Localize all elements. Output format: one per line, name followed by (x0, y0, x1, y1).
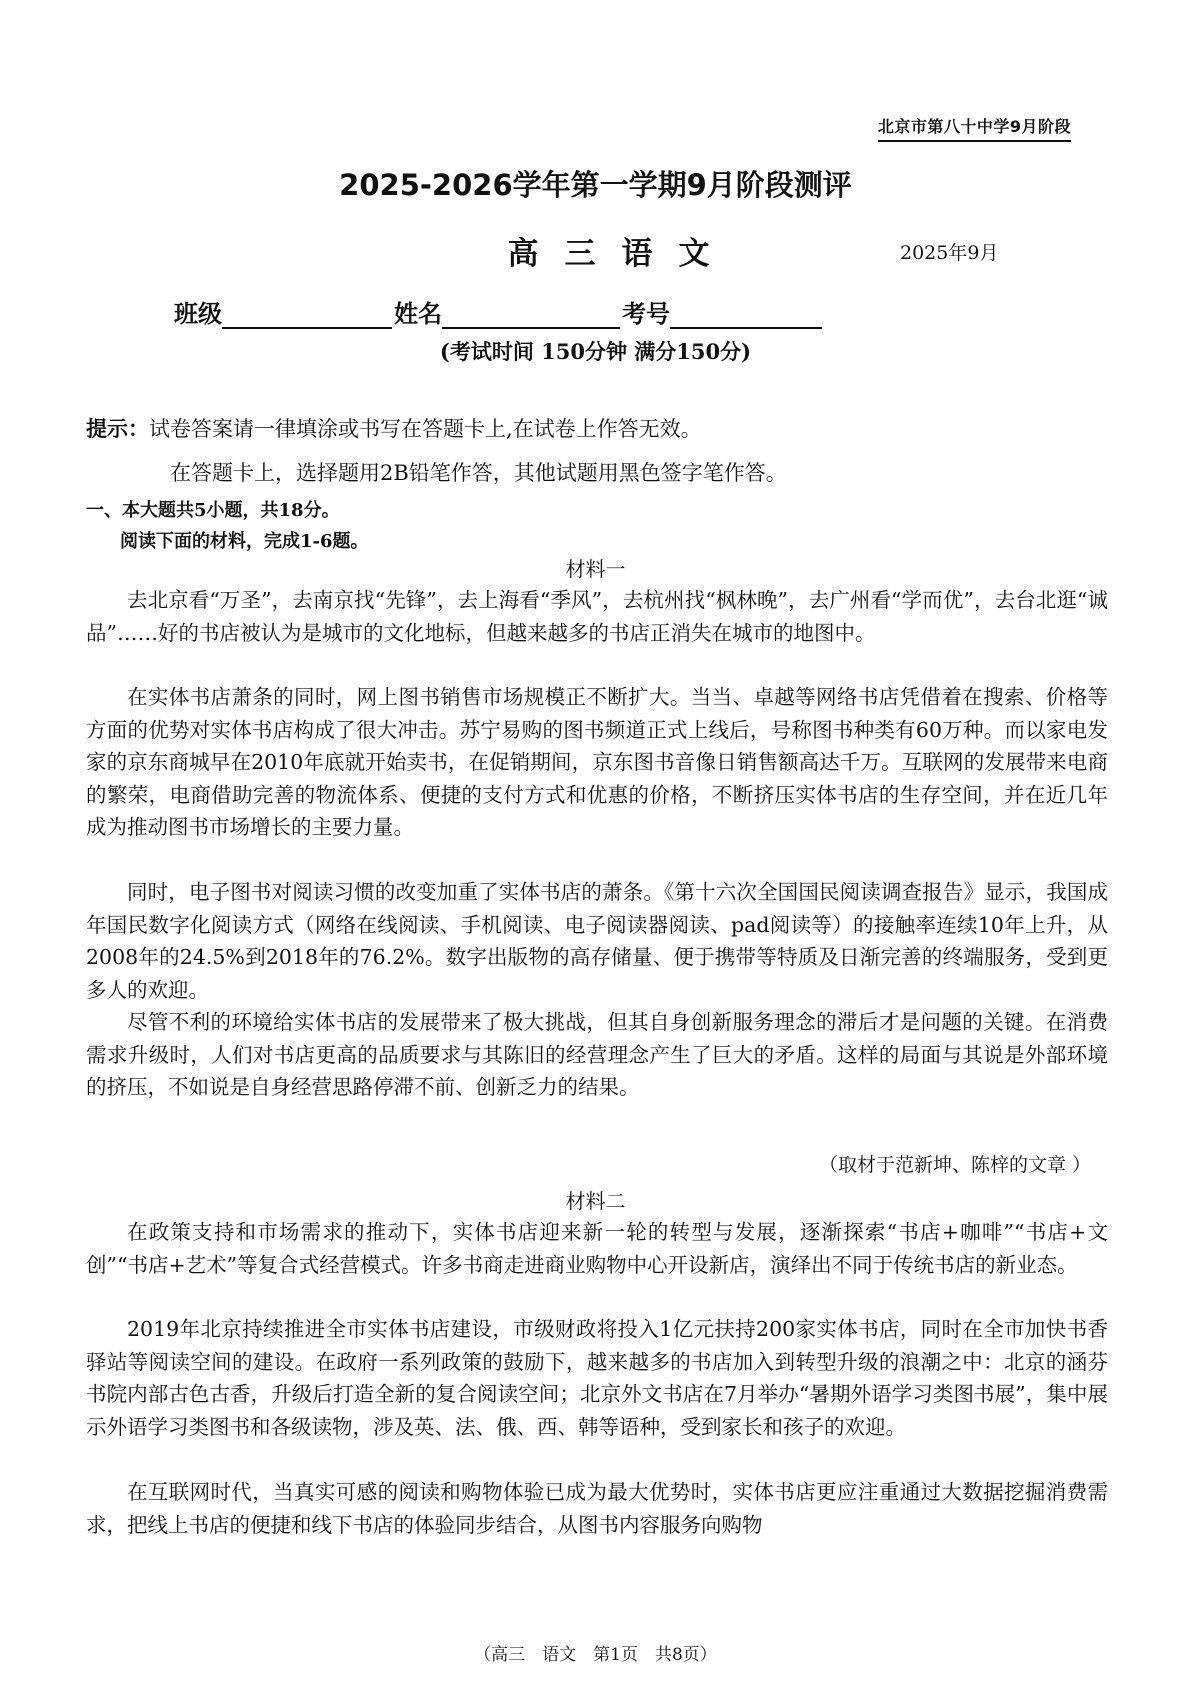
school-tag: 北京市第八十中学9月阶段 (878, 114, 1071, 142)
name-label: 姓名 (394, 300, 442, 328)
material-2-paragraph: 2019年北京持续推进全市实体书店建设，市级财政将投入1亿元扶持200家实体书店，同时在全市加快书香驿站等阅读空间的建设。在政府一系列政策的鼓励下，越来越多的书店加入到转型升级的浪潮之中：北京的涵芬书院内部古色古香，升级后打造全新的复合阅读空间；北京外文书店在7月举办“暑期外语学习类图书展”，集中展示外语学习类图书和各级读物，涉及英、法、俄、西、韩等语种，受到家长和孩子的欢迎。 (86, 1317, 1108, 1439)
name-blank[interactable] (442, 299, 620, 329)
notice-line-2: 在答题卡上，选择题用2B铅笔作答，其他试题用黑色签字笔作答。 (170, 461, 787, 485)
material-1-paragraph: 去北京看“万圣”，去南京找“先锋”，去上海看“季风”，去杭州找“枫林晚”，去广州看“学而优”，去台北逛“诚品”……好的书店被认为是城市的文化地标，但越来越多的书店正消失在城市的地图中。 (86, 588, 1108, 645)
material-2-title: 材料二 (565, 1189, 626, 1213)
name-field (394, 294, 622, 329)
notice-label: 提示： (86, 416, 149, 441)
student-info-fields (174, 294, 824, 329)
material-2-paragraph: 在互联网时代，当真实可感的阅读和购物体验已成为最大优势时，实体书店更应注重通过大数据挖掘消费需求，把线上书店的便捷和线下书店的体验同步结合，从图书内容服务向购物 (86, 1480, 1108, 1537)
id-field (622, 294, 824, 329)
subject-title: 高三语文 (507, 236, 736, 272)
notice-line-1 (86, 418, 702, 440)
material-2-paragraph: 在政策支持和市场需求的推动下，实体书店迎来新一轮的转型与发展，逐渐探索“书店+咖啡”“书店+文创”“书店+艺术”等复合式经营模式。许多书商走进商业购物中心开设新店，演绎出不同于传统书店的新业态。 (86, 1220, 1108, 1277)
section-instruction: 阅读下面的材料，完成1-6题。 (120, 531, 369, 552)
exam-duration: (考试时间 150分钟 满分150分) (439, 339, 752, 364)
notice-text-1: 试卷答案请一律填涂或书写在答题卡上,在试卷上作答无效。 (149, 417, 702, 441)
class-field (174, 294, 394, 329)
id-blank[interactable] (670, 299, 822, 329)
section-heading: 一、本大题共5小题，共18分。 (86, 500, 340, 521)
material-1-paragraph: 在实体书店萧条的同时，网上图书销售市场规模正不断扩大。当当、卓越等网络书店凭借着在搜索、价格等方面的优势对实体书店构成了很大冲击。苏宁易购的图书频道正式上线后，号称图书种类有60万种。而以家电发家的京东商城早在2010年底就开始卖书，在促销期间，京东图书音像日销售额高达千万。互联网的发展带来电商的繁荣，电商借助完善的物流体系、便捷的支付方式和优惠的价格，不断挤压实体书店的生存空间，并在近几年成为推动图书市场增长的主要力量。 (86, 685, 1108, 839)
id-label: 考号 (622, 300, 670, 328)
exam-title: 2025-2026学年第一学期9月阶段测评 (339, 168, 852, 202)
material-1-paragraph: 尽管不利的环境给实体书店的发展带来了极大挑战，但其自身创新服务理念的滞后才是问题的关键。在消费需求升级时，人们对书店更高的品质要求与其陈旧的经营理念产生了巨大的矛盾。这样的局面与其说是外部环境的挤压，不如说是自身经营思路停滞不前、创新乏力的结果。 (86, 1010, 1108, 1099)
exam-date: 2025年9月 (900, 242, 999, 264)
page-footer: （高三 语文 第1页 共8页） (474, 1645, 717, 1665)
class-label: 班级 (174, 300, 222, 328)
material-1-title: 材料一 (565, 557, 626, 581)
material-1-source: （取材于范新坤、陈梓的文章 ） (818, 1154, 1091, 1176)
material-1-paragraph: 同时，电子图书对阅读习惯的改变加重了实体书店的萧条。《第十六次全国国民阅读调查报告》显示，我国成年国民数字化阅读方式（网络在线阅读、手机阅读、电子阅读器阅读、pad阅读等）的接触率连续10年上升，从2008年的24.5%到2018年的76.2%。数字出版物的高存储量、便于携带等特质及日渐完善的终端服务，受到更多人的欢迎。 (86, 880, 1108, 1002)
class-blank[interactable] (222, 299, 392, 329)
